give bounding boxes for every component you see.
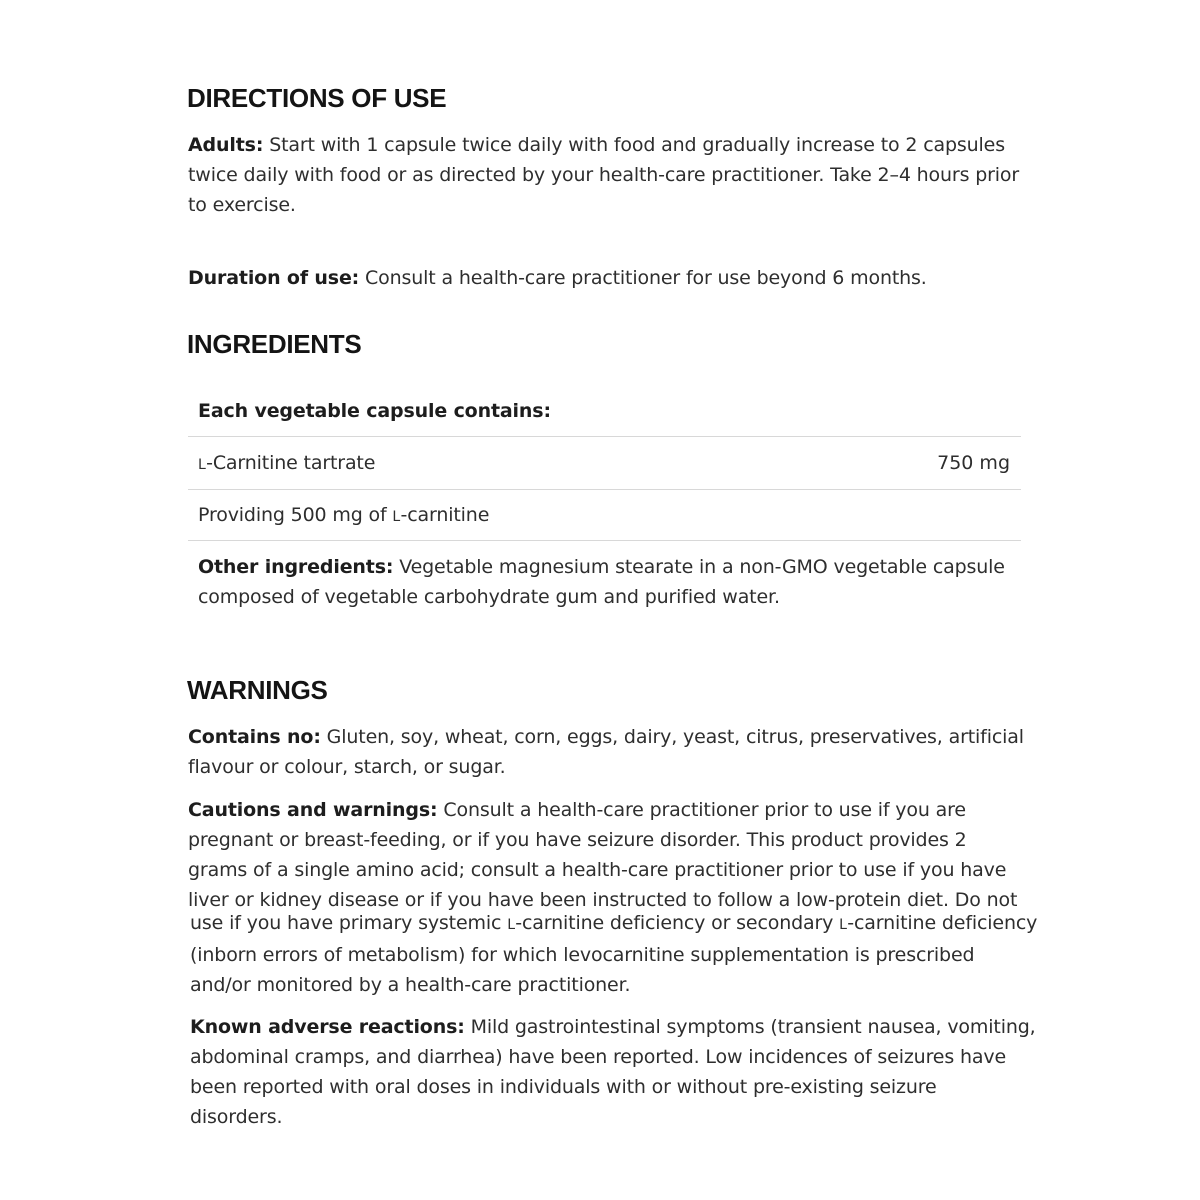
adverse-line: abdominal cramps, and diarrhea) have been reported. Low incidences of seizures have bbox=[190, 1046, 1007, 1068]
cautions-line: use if you have primary systemic bbox=[190, 912, 508, 934]
cautions-line: Consult a health-care practitioner prior to use if you are bbox=[443, 799, 966, 821]
table-divider bbox=[188, 540, 1021, 541]
ingredients-heading: INGREDIENTS bbox=[187, 329, 362, 359]
adverse-reactions-paragraph bbox=[190, 1012, 1036, 1132]
adults-line: to exercise. bbox=[188, 194, 296, 216]
duration-paragraph bbox=[188, 263, 927, 293]
table-divider bbox=[188, 489, 1021, 490]
adverse-line: been reported with oral doses in individuals with or without pre-existing seizure bbox=[190, 1076, 937, 1098]
other-ingredients-line: composed of vegetable carbohydrate gum and purified water. bbox=[198, 586, 780, 608]
other-ingredients-line: Vegetable magnesium stearate in a non-GMO vegetable capsule bbox=[399, 556, 1005, 578]
smallcap-l: L bbox=[507, 917, 516, 933]
ingredient-row bbox=[198, 500, 489, 532]
table-header-label: Each vegetable capsule contains: bbox=[198, 400, 551, 422]
adverse-line: disorders. bbox=[190, 1106, 283, 1128]
cautions-paragraph-continued bbox=[190, 908, 1037, 1000]
cautions-line: grams of a single amino acid; consult a health-care practitioner prior to use if you have bbox=[188, 859, 1007, 881]
cautions-line: -carnitine deficiency bbox=[847, 912, 1038, 934]
contains-no-label: Contains no: bbox=[188, 726, 321, 748]
contains-no-line: Gluten, soy, wheat, corn, eggs, dairy, yeast, citrus, preservatives, artificial bbox=[326, 726, 1024, 748]
adults-label: Adults: bbox=[188, 134, 264, 156]
cautions-line: (inborn errors of metabolism) for which levocarnitine supplementation is prescribed bbox=[190, 944, 975, 966]
cautions-paragraph bbox=[188, 795, 1017, 915]
ingredient-suffix: -carnitine bbox=[400, 504, 490, 526]
cautions-line: and/or monitored by a health-care practitioner. bbox=[190, 974, 631, 996]
other-ingredients-paragraph bbox=[198, 552, 1005, 612]
adults-line: Start with 1 capsule twice daily with food and gradually increase to 2 capsules bbox=[269, 134, 1005, 156]
ingredients-table-header bbox=[198, 396, 551, 426]
warnings-heading: WARNINGS bbox=[187, 675, 328, 705]
cautions-label: Cautions and warnings: bbox=[188, 799, 438, 821]
smallcap-l: L bbox=[392, 509, 401, 525]
smallcap-l: L bbox=[839, 917, 848, 933]
ingredient-name: -Carnitine tartrate bbox=[206, 452, 376, 474]
other-ingredients-label: Other ingredients: bbox=[198, 556, 394, 578]
adults-line: twice daily with food or as directed by your health-care practitioner. Take 2–4 hours prior bbox=[188, 164, 1020, 186]
duration-text: Consult a health-care practitioner for use beyond 6 months. bbox=[365, 267, 927, 289]
cautions-line: liver or kidney disease or if you have been instructed to follow a low-protein diet. Do not bbox=[188, 889, 1018, 911]
duration-label: Duration of use: bbox=[188, 267, 360, 289]
adults-paragraph bbox=[188, 130, 1019, 220]
contains-no-paragraph bbox=[188, 722, 1024, 782]
adverse-line: Mild gastrointestinal symptoms (transient nausea, vomiting, bbox=[470, 1016, 1036, 1038]
adverse-reactions-label: Known adverse reactions: bbox=[190, 1016, 465, 1038]
ingredient-row bbox=[198, 448, 375, 480]
cautions-line: pregnant or breast-feeding, or if you have seizure disorder. This product provides 2 bbox=[188, 829, 967, 851]
directions-heading: DIRECTIONS OF USE bbox=[187, 83, 447, 113]
contains-no-line: flavour or colour, starch, or sugar. bbox=[188, 756, 506, 778]
smallcap-l: L bbox=[198, 457, 207, 473]
table-divider bbox=[188, 436, 1021, 437]
cautions-line: -carnitine deficiency or secondary bbox=[515, 912, 840, 934]
ingredient-name: Providing 500 mg of bbox=[198, 504, 393, 526]
ingredient-amount: 750 mg bbox=[937, 452, 1010, 474]
